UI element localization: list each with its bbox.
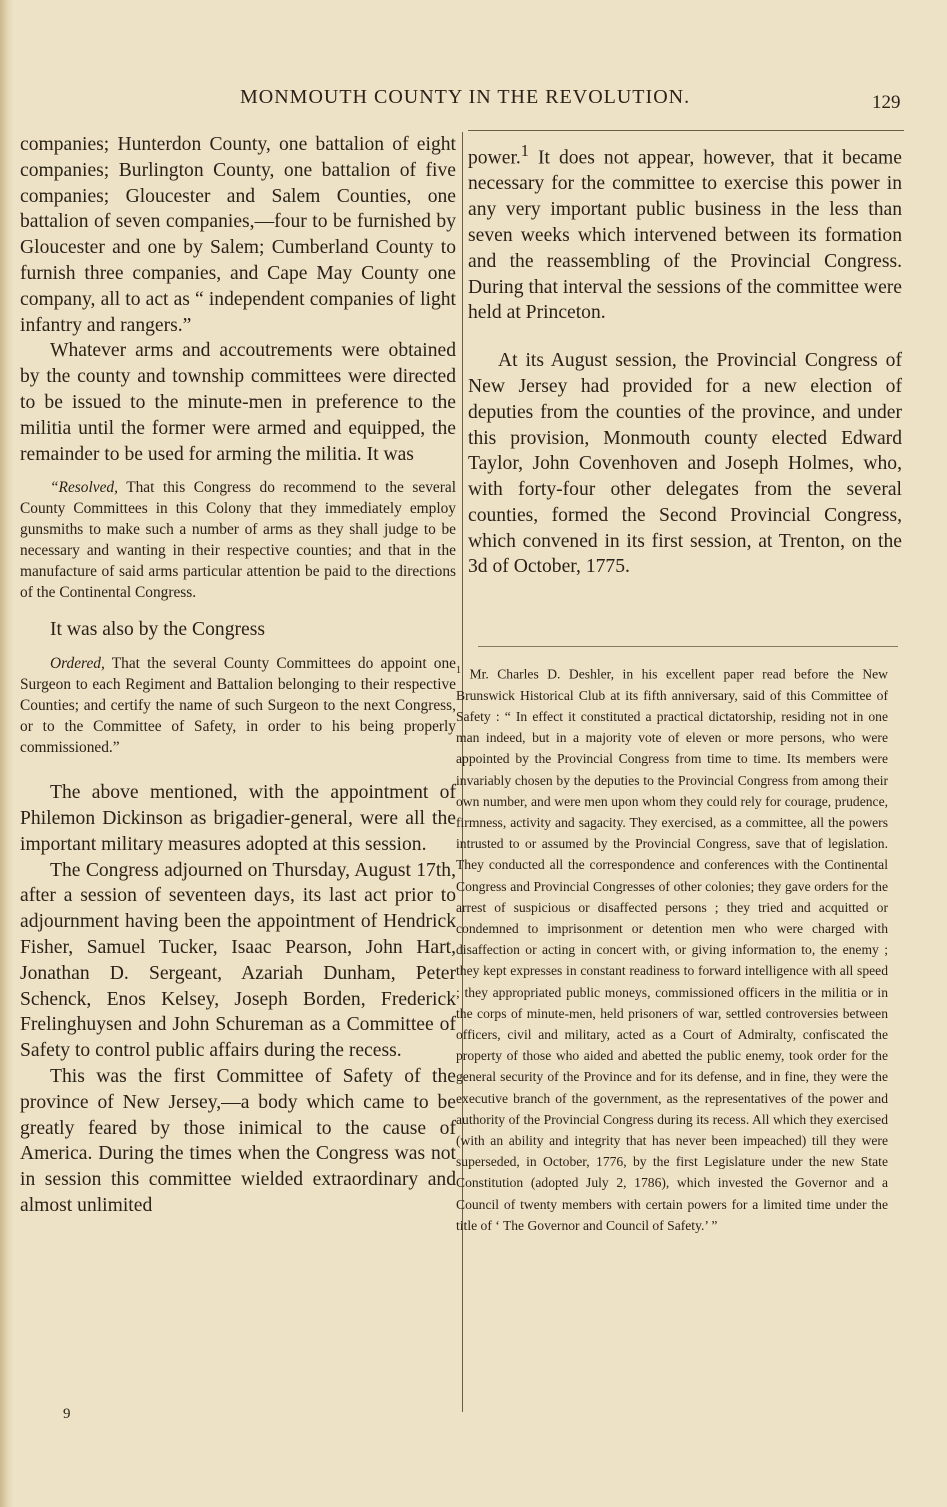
signature-mark: 9 <box>63 1406 71 1422</box>
paragraph: companies; Hunterdon County, one battalion of eight companies; Burlington County, one battalion of five companies; Gloucester and Salem Counties, one battalion of seven companies,—four to be furnished by Gloucester and one by Salem; Cumberland County to furnish three companies, and Cape May County one company, all to act as “ independent companies of light infantry and rangers.” <box>20 134 456 336</box>
paragraph: Whatever arms and accoutrements were obtained by the county and township committees were directed to be issued to the minute-men in preference to the militia until the former were armed and equipped, the remainder to be used for arming the militia. It was <box>20 340 456 465</box>
header-rule <box>468 130 904 131</box>
footnote-rule <box>478 646 898 647</box>
quotation-text: That this Congress do recommend to the several County Committees in this Colony that they immediately employ gunsmiths to make such a number of arms as they shall judge to be necessary and wanting in their respective counties; and that in the manufacture of said arms particular attention be paid to the directions of the Continental Congress. <box>20 479 456 602</box>
paragraph: It was also by the Congress <box>50 619 265 641</box>
running-header: MONMOUTH COUNTY IN THE REVOLUTION. <box>240 86 691 108</box>
footnote-reference: 1 <box>520 141 529 160</box>
paragraph: The above mentioned, with the appointment of Philemon Dickinson as brigadier-general, were all the important military measures adopted at this session. <box>20 782 456 855</box>
page-edge <box>0 0 14 1507</box>
paragraph: The Congress adjourned on Thursday, August 17th, after a session of seventeen days, its last act prior to adjournment having been the appointment of Hendrick Fisher, Samuel Tucker, Isaac Pearson, John Hart, Jonathan D. Sergeant, Azariah Dunham, Peter Schenck, Enos Kelsey, Joseph Borden, Frederick Frelinghuysen and John Schureman as a Committee of Safety to control public affairs during the recess. <box>20 859 456 1062</box>
footnote <box>456 660 888 1236</box>
left-column <box>20 132 456 1219</box>
paragraph: At its August session, the Provincial Congress of New Jersey had provided for a new election of deputies from the counties of the province, and under this provision, Monmouth county elected Edward Taylor, John Covenhoven and Joseph Holmes, who, with forty-four other delegates from the several counties, formed the Second Provincial Congress, which convened in its first session, at Trenton, on the 3d of October, 1775. <box>468 350 902 578</box>
footnote-text: Mr. Charles D. Deshler, in his excellent paper read before the New Brunswick Historical Club at its fifth anniversary, said of this Committee of Safety : “ In effect it constituted a practical dictatorship, residing not in one man indeed, but in a majority vote of eleven or more persons, who were appointed by the Provincial Congress from time to time. Its members were invariably chosen by the deputies to the Provincial Congress from among their own number, and were men upon whom they could rely for courage, prudence, firmness, activity and sagacity. They exercised, as a committee, all the powers intrusted to or assumed by the Provincial Congress, save that of legislation. They conducted all the correspondence and conferences with the Continental Congress and Provincial Congresses of other colonies; they gave orders for the arrest of suspicious or disaffected persons ; they tried and acquitted or condemned to imprisonment or detention men who were charged with disaffection or acting in concert with, or giving information to, the enemy ; they kept expresses in constant readiness to forward intelligence with all speed ; they appropriated public moneys, commissioned officers in the militia or in the corps of minute-men, held prisoners of war, settled controversies between officers, civil and military, acted as a Court of Admiralty, confiscated the property of those who aided and abetted the public enemy, took order for the general security of the Province and for its defense, and in fine, they were the executive branch of the government, as the representatives of the power and authority of the Provincial Congress during its recess. All which they exercised (with an ability and integrity that has never been impeached) till they were superseded, in October, 1776, by the first Legislature under the new State Constitution (adopted July 2, 1786), which invested the Governor and a Council of twenty members with certain powers for a limited time under the title of ‘ The Governor and Council of Safety.’ ” <box>456 666 888 1233</box>
footnote-marker: 1 <box>456 665 461 676</box>
quotation <box>20 653 456 758</box>
quotation-lead: Ordered, <box>50 655 105 673</box>
paragraph: This was the first Committee of Safety of the province of New Jersey,—a body which came to be greatly feared by those inimical to the cause of America. During the times when the Congress was not in session this committee wielded extraordinary and almost unlimited <box>20 1065 456 1216</box>
paragraph-start: power. <box>468 147 521 169</box>
quotation <box>20 477 456 603</box>
quotation-text: That the several County Committees do appoint one Surgeon to each Regiment and Battalion belonging to their respective Counties; and certify the name of such Surgeon to the next Congress, or to the Committee of Safety, in order to his being properly commissioned.” <box>20 655 456 757</box>
paragraph <box>468 138 902 326</box>
paragraph-rest: It does not appear, however, that it became necessary for the committee to exercise this power in any very important public business in the less than seven weeks which intervened between its formation and the reassembling of the Provincial Congress. During that interval the sessions of the committee were held at Princeton. <box>468 147 902 324</box>
quotation-lead: “Resolved, <box>50 479 118 497</box>
right-column <box>468 138 902 580</box>
page-number: 129 <box>872 92 901 113</box>
